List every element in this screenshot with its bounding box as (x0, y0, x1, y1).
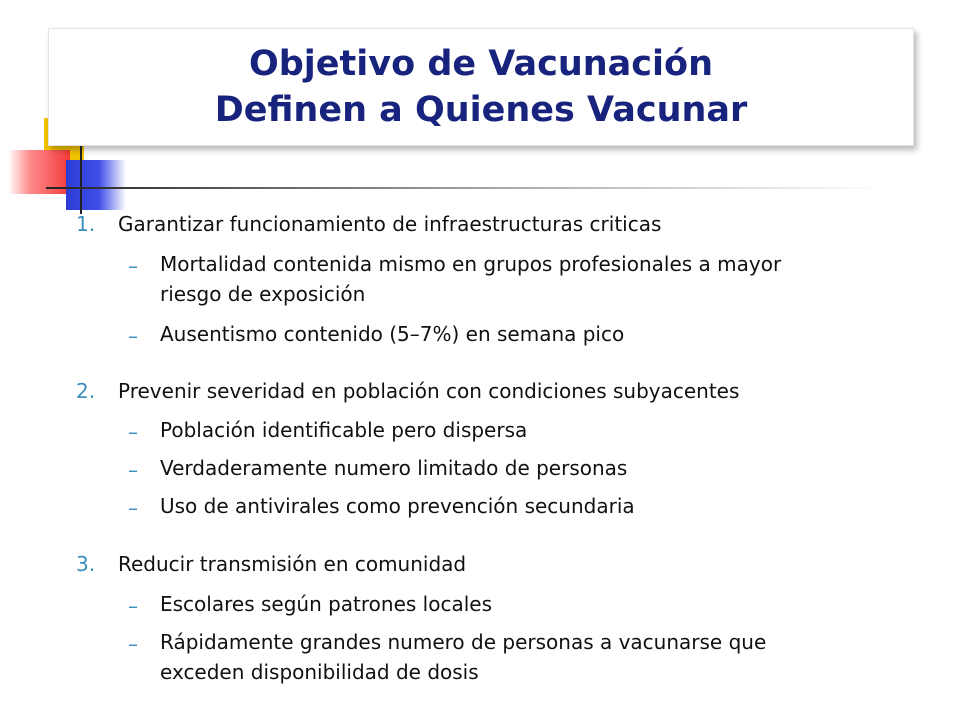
sub-item-dash: – (128, 254, 138, 278)
slide-title-line-1: Objetivo de Vacunación (249, 44, 713, 84)
sub-item-text-continued: riesgo de exposición (160, 282, 366, 306)
sub-item-dash: – (128, 594, 138, 618)
sub-item-text: Verdaderamente numero limitado de personas (160, 456, 628, 480)
sub-item-text: Rápidamente grandes numero de personas a vacunarse que (160, 630, 767, 654)
sub-item-dash: – (128, 458, 138, 482)
sub-item-text: Ausentismo contenido (5–7%) en semana pico (160, 322, 625, 346)
sub-item-text: Uso de antivirales como prevención secundaria (160, 494, 635, 518)
sub-item-text-continued: exceden disponibilidad de dosis (160, 660, 479, 684)
sub-item-dash: – (128, 324, 138, 348)
list-item-text: Reducir transmisión en comunidad (118, 552, 467, 576)
sub-item-dash: – (128, 420, 138, 444)
sub-item-dash: – (128, 496, 138, 520)
list-item-number: 1. (76, 212, 96, 236)
sub-item-text: Población identificable pero dispersa (160, 418, 528, 442)
sub-item-text: Mortalidad contenida mismo en grupos profesionales a mayor (160, 252, 782, 276)
slide-title-line-2: Definen a Quienes Vacunar (214, 90, 748, 130)
sub-item-text: Escolares según patrones locales (160, 592, 492, 616)
list-item-text: Prevenir severidad en población con condiciones subyacentes (118, 379, 740, 403)
list-item-number: 2. (76, 379, 96, 403)
list-item-text: Garantizar funcionamiento de infraestructuras criticas (118, 212, 662, 236)
sub-item-dash: – (128, 632, 138, 656)
list-item-number: 3. (76, 552, 96, 576)
